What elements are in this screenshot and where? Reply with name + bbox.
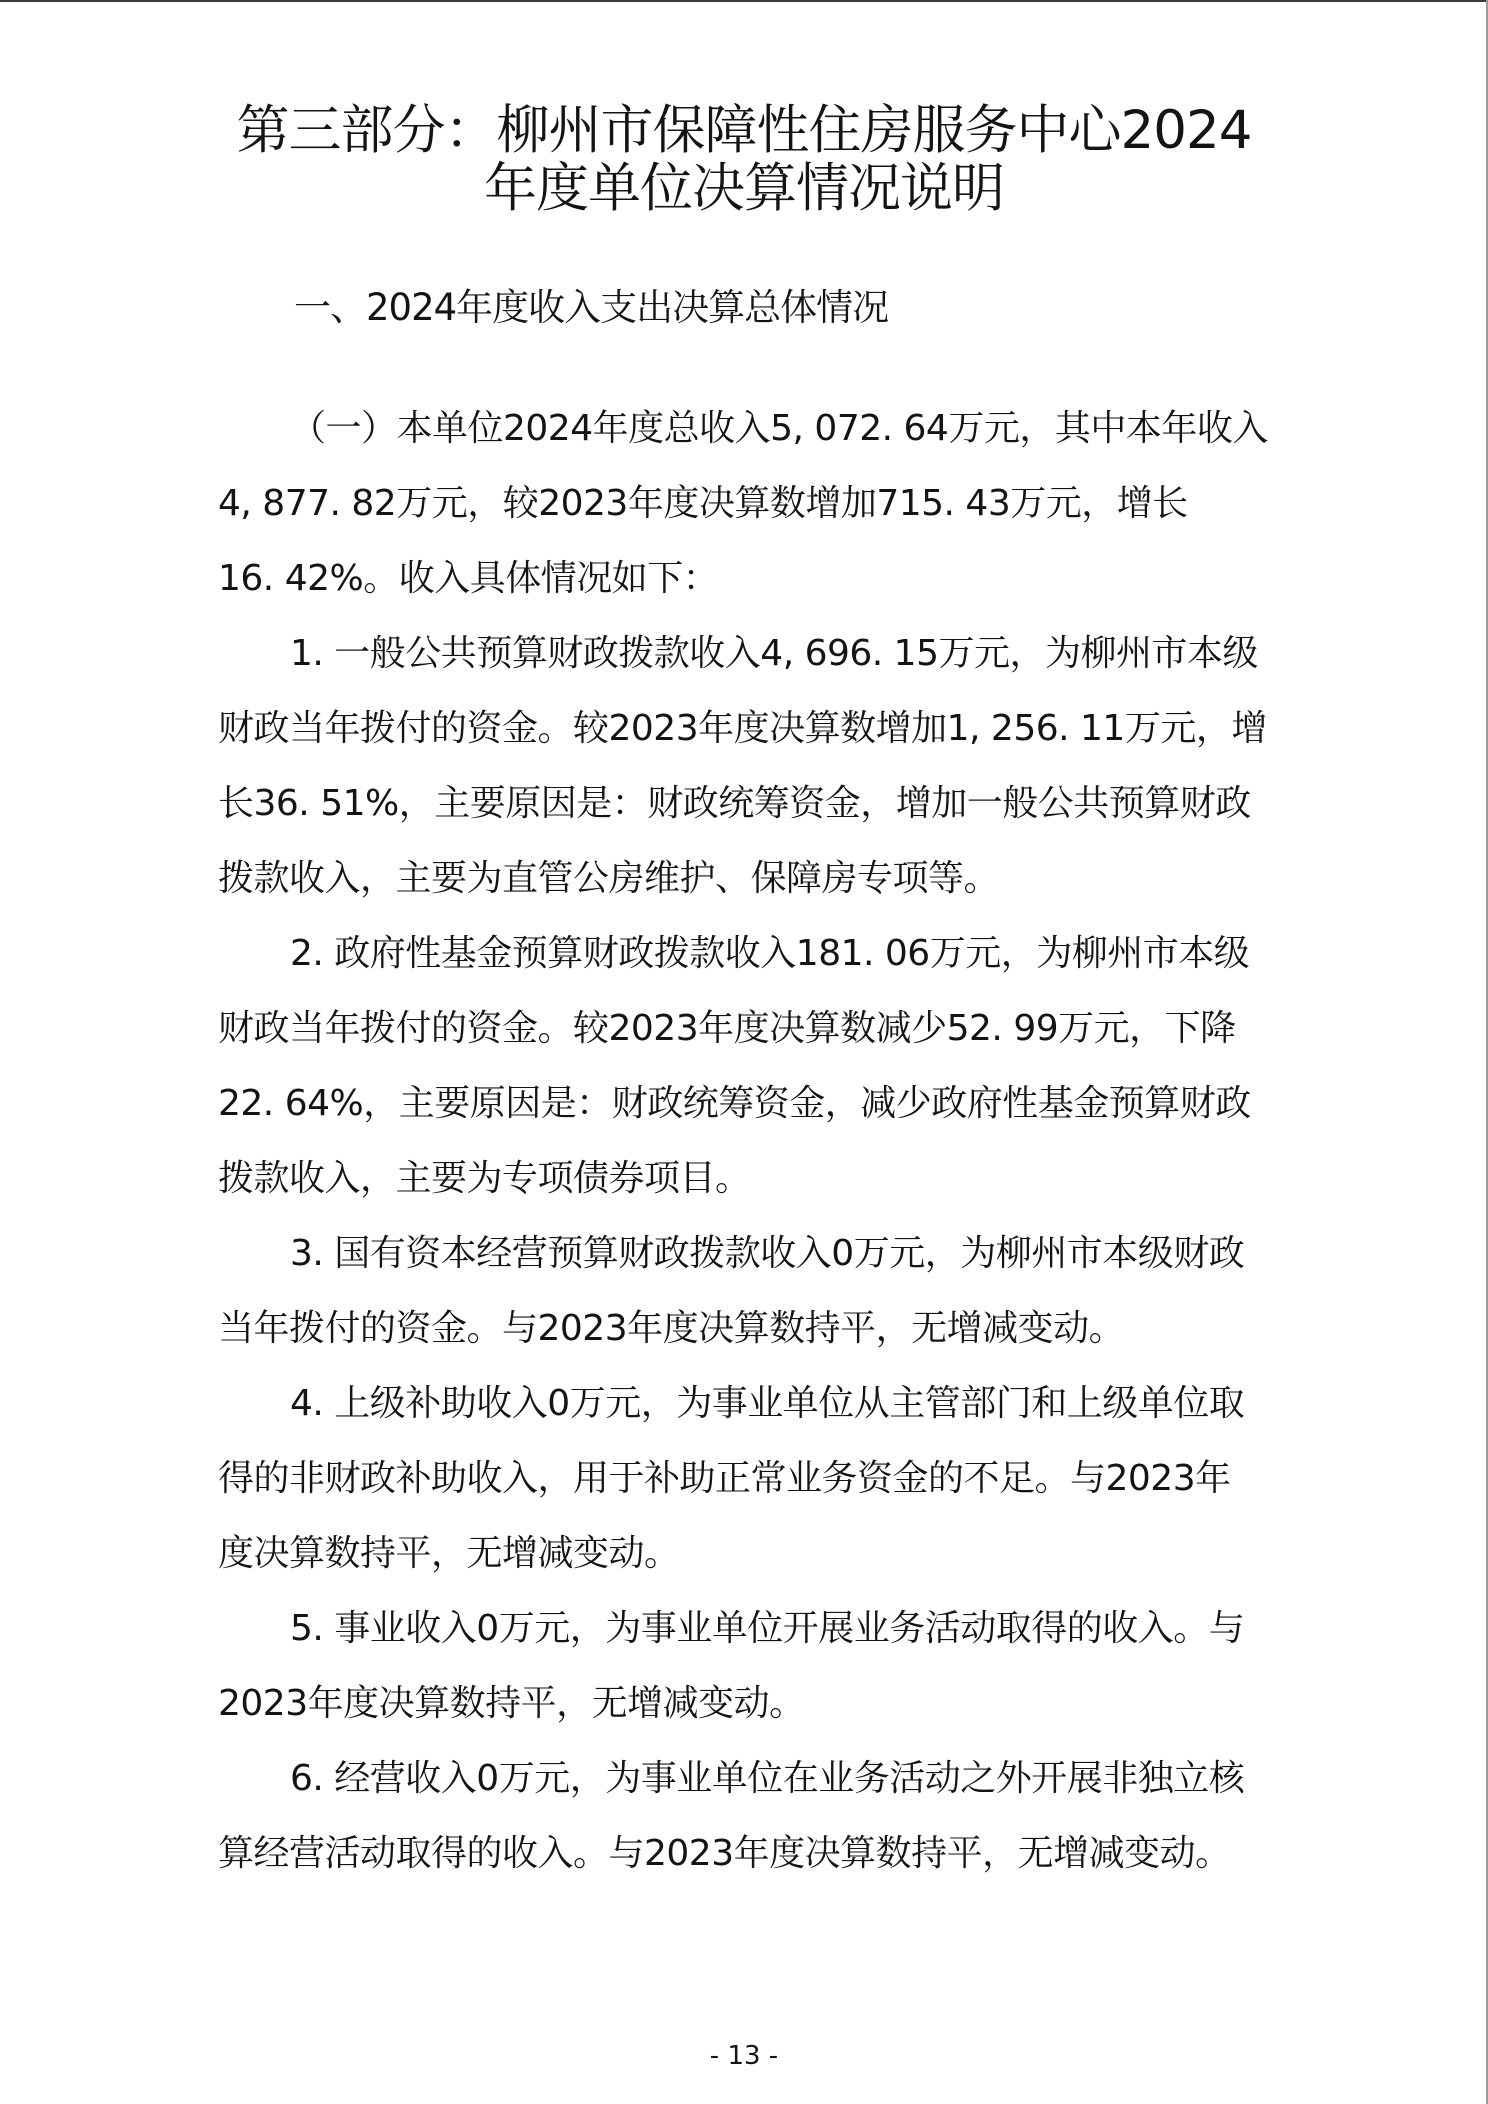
paragraph-line: （一）本单位2024年度总收入5, 072. 64万元，其中本年收入 bbox=[290, 408, 1268, 449]
paragraph-line: 得的非财政补助收入，用于补助正常业务资金的不足。与2023年 bbox=[218, 1458, 1231, 1499]
paragraph-line: 6. 经营收入0万元，为事业单位在业务活动之外开展非独立核 bbox=[290, 1758, 1245, 1799]
paragraph-line: 当年拨付的资金。与2023年度决算数持平，无增减变动。 bbox=[218, 1308, 1125, 1349]
paragraph-business-income bbox=[218, 1591, 1288, 1741]
document-body bbox=[218, 391, 1288, 1891]
paragraph-superior-subsidy bbox=[218, 1366, 1288, 1591]
paragraph-operating-income bbox=[218, 1741, 1288, 1891]
paragraph-line: 拨款收入，主要为专项债券项目。 bbox=[218, 1158, 751, 1199]
paragraph-line: 2. 政府性基金预算财政拨款收入181. 06万元，为柳州市本级 bbox=[290, 933, 1250, 974]
title-line-1: 第三部分：柳州市保障性住房服务中心2024 bbox=[236, 100, 1252, 161]
paragraph-line: 度决算数持平，无增减变动。 bbox=[218, 1533, 680, 1574]
section-heading: 一、2024年度收入支出决算总体情况 bbox=[294, 286, 889, 329]
title-line-2: 年度单位决算情况说明 bbox=[484, 158, 1004, 219]
paragraph-line: 4, 877. 82万元，较2023年度决算数增加715. 43万元，增长 bbox=[218, 483, 1188, 524]
paragraph-line: 22. 64%，主要原因是：财政统筹资金，减少政府性基金预算财政 bbox=[218, 1083, 1251, 1124]
paragraph-line: 拨款收入，主要为直管公房维护、保障房专项等。 bbox=[218, 858, 1000, 899]
page-number: - 13 - bbox=[709, 2041, 779, 2071]
paragraph-line: 财政当年拨付的资金。较2023年度决算数减少52. 99万元，下降 bbox=[218, 1008, 1236, 1049]
paragraph-government-fund bbox=[218, 916, 1288, 1216]
paragraph-total-income bbox=[218, 391, 1288, 616]
paragraph-line: 1. 一般公共预算财政拨款收入4, 696. 15万元，为柳州市本级 bbox=[290, 633, 1258, 674]
paragraph-line: 4. 上级补助收入0万元，为事业单位从主管部门和上级单位取 bbox=[290, 1383, 1245, 1424]
paragraph-line: 16. 42%。收入具体情况如下： bbox=[218, 558, 719, 599]
paragraph-line: 长36. 51%，主要原因是：财政统筹资金，增加一般公共预算财政 bbox=[218, 783, 1251, 824]
paragraph-line: 2023年度决算数持平，无增减变动。 bbox=[218, 1683, 805, 1724]
paragraph-line: 算经营活动取得的收入。与2023年度决算数持平，无增减变动。 bbox=[218, 1833, 1231, 1874]
document-title bbox=[160, 102, 1328, 218]
paragraph-general-budget bbox=[218, 616, 1288, 916]
paragraph-line: 5. 事业收入0万元，为事业单位开展业务活动取得的收入。与 bbox=[290, 1608, 1245, 1649]
paragraph-state-capital bbox=[218, 1216, 1288, 1366]
paragraph-line: 财政当年拨付的资金。较2023年度决算数增加1, 256. 11万元，增 bbox=[218, 708, 1267, 749]
paragraph-line: 3. 国有资本经营预算财政拨款收入0万元，为柳州市本级财政 bbox=[290, 1233, 1245, 1274]
page-top-edge bbox=[0, 0, 1488, 2]
